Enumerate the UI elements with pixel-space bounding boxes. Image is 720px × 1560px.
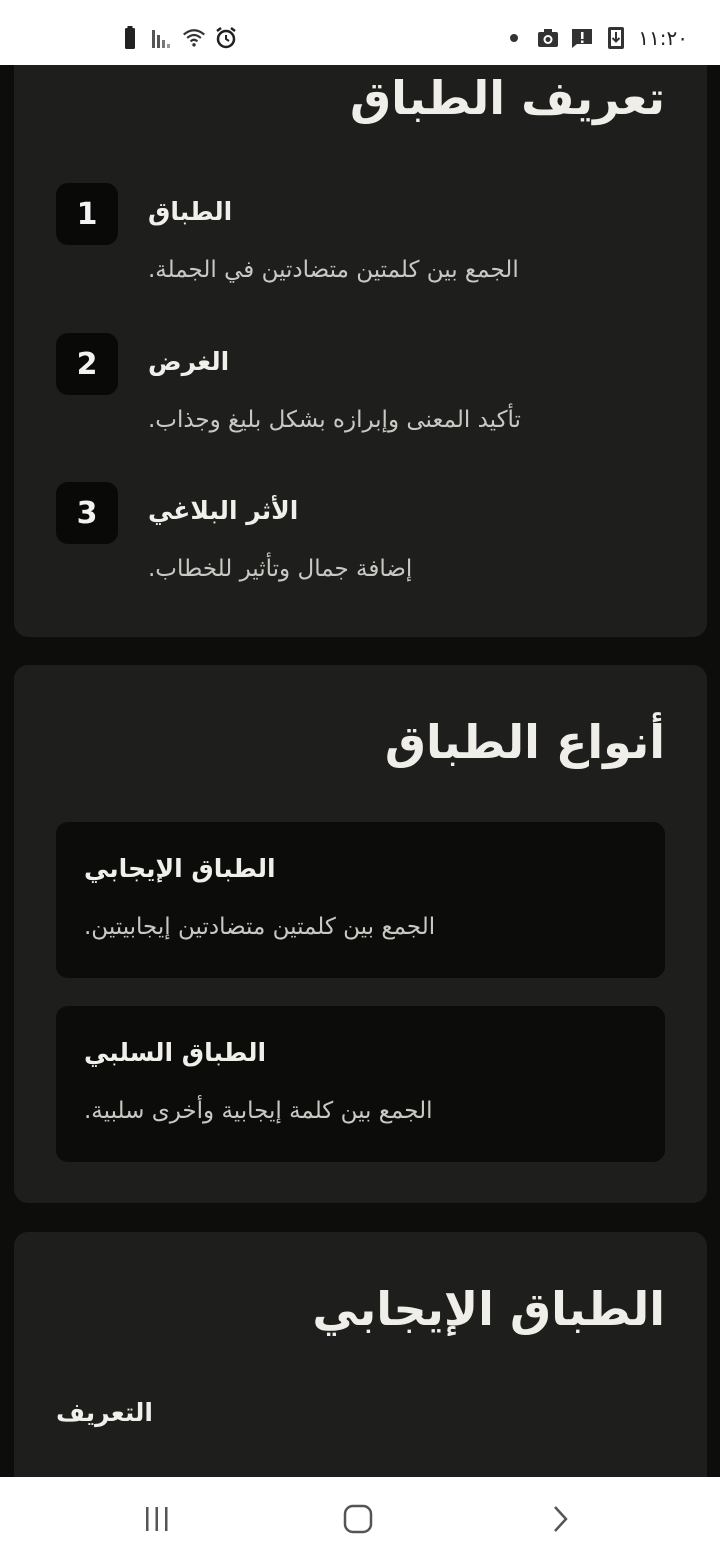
definition-step-3: [56, 482, 665, 612]
battery-icon: [118, 26, 142, 50]
types-card: [14, 665, 707, 1203]
step-description: الجمع بين كلمتين متضادتين في الجملة.: [148, 257, 519, 283]
step-number-badge: 2: [56, 333, 118, 395]
status-left-icons: [118, 26, 238, 50]
navigation-bar: [0, 1477, 720, 1560]
type-box-positive: [56, 822, 665, 978]
definition-card: [14, 65, 707, 637]
signal-icon: [150, 26, 174, 50]
alert-icon: [570, 26, 594, 50]
wifi-icon: [182, 26, 206, 50]
type-description: الجمع بين كلمة إيجابية وأخرى سلبية.: [84, 1098, 433, 1124]
positive-card: [14, 1232, 707, 1477]
definition-step-2: [56, 333, 665, 463]
definition-title: تعريف الطباق: [350, 71, 665, 125]
type-title: الطباق السلبي: [84, 1038, 267, 1067]
scroll-content[interactable]: [0, 65, 720, 1477]
camera-icon: [536, 26, 560, 50]
step-number-badge: 1: [56, 183, 118, 245]
recent-apps-icon: [142, 1505, 172, 1533]
step-title: الطباق: [148, 197, 233, 226]
status-bar: [0, 0, 720, 65]
step-title: الغرض: [148, 347, 230, 376]
alarm-icon: [214, 26, 238, 50]
step-number-badge: 3: [56, 482, 118, 544]
back-button[interactable]: [540, 1499, 580, 1539]
type-box-negative: [56, 1006, 665, 1162]
recent-apps-button[interactable]: [137, 1499, 177, 1539]
definition-subheading: التعريف: [56, 1398, 153, 1427]
step-description: تأكيد المعنى وإبرازه بشكل بليغ وجذاب.: [148, 407, 521, 433]
type-description: الجمع بين كلمتين متضادتين إيجابيتين.: [84, 914, 436, 940]
home-icon: [342, 1503, 374, 1535]
type-title: الطباق الإيجابي: [84, 854, 276, 883]
dot-icon: [502, 26, 526, 50]
definition-step-1: [56, 183, 665, 313]
download-icon: [604, 26, 628, 50]
back-chevron-icon: [548, 1503, 572, 1535]
positive-title: الطباق الإيجابي: [312, 1282, 665, 1336]
step-description: إضافة جمال وتأثير للخطاب.: [148, 556, 413, 582]
status-right-icons: [502, 26, 688, 50]
types-title: أنواع الطباق: [384, 715, 665, 769]
home-button[interactable]: [338, 1499, 378, 1539]
step-title: الأثر البلاغي: [148, 496, 299, 525]
status-time: ١١:٢٠: [638, 26, 688, 50]
